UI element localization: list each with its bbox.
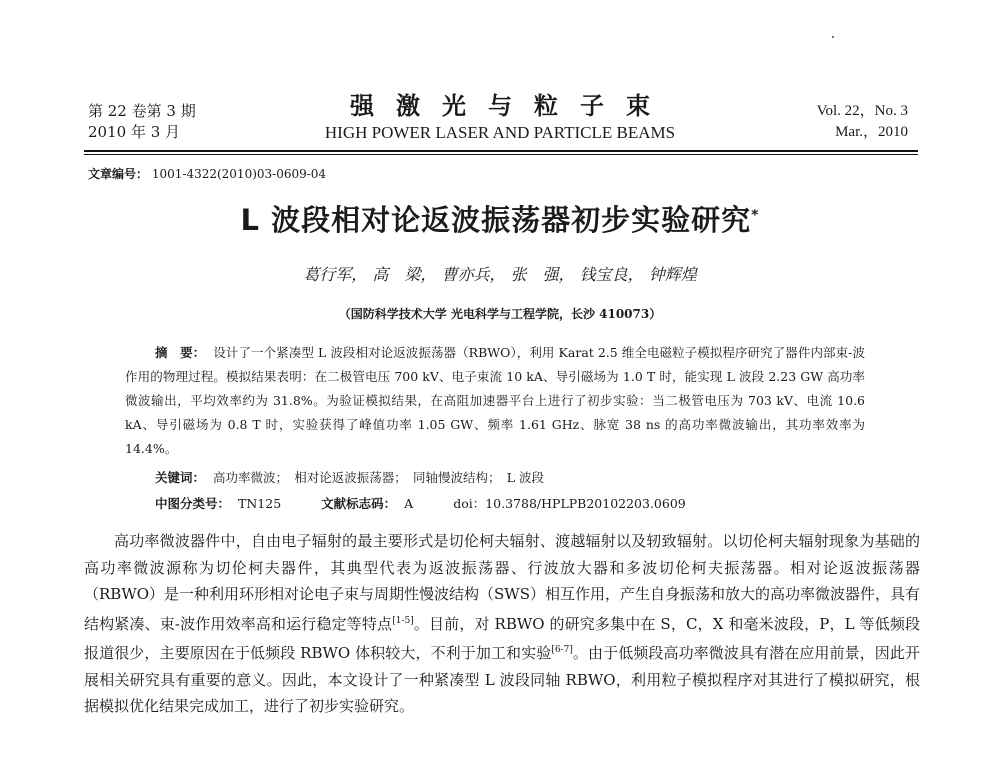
classification: [155, 494, 686, 512]
abstract: [125, 341, 865, 461]
doc-code-value: A: [404, 496, 414, 511]
article-number-label: 文章编号：: [88, 167, 149, 181]
article-number-value: 1001-4322(2010)03-0609-04: [151, 167, 327, 181]
author-list: 葛行军， 高 梁， 曹亦兵， 张 强， 钱宝良， 钟辉煌: [303, 265, 697, 284]
title-footnote-mark: *: [751, 207, 760, 224]
date-cn: 2010 年 3 月: [88, 123, 181, 141]
intro-text-part3: 。由于低频段高功率微波具有潜在应用前景，因此开展相关研究具有重要的意义。因此，本文设计了一种紧凑型 L 波段同轴 RBWO，利用粒子模拟程序对其进行了模拟研究，根据模拟优化结果完成加工，进行了初步实验研究。: [84, 644, 920, 715]
citation-ref-1: [1-5]: [392, 615, 414, 626]
volume-en: Vol. 22，No. 3: [816, 103, 908, 119]
volume-cn: 第 22 卷第 3 期: [88, 102, 196, 120]
clc-value: TN125: [238, 496, 282, 511]
paper-title-text: L 波段相对论返波振荡器初步实验研究: [240, 203, 752, 237]
abstract-label: 摘 要：: [155, 345, 206, 360]
paper-title: [0, 198, 1000, 239]
article-number: [88, 165, 326, 182]
intro-paragraph: [84, 528, 920, 720]
intro-text-part2: 。目前，对 RBWO 的研究多集中在 S，C，X 和毫米波段，P，L 等低频段报道很少，主要原因在于低频段 RBWO 体积较大，不利于加工和实验: [84, 614, 920, 662]
journal-issue-cn: [88, 101, 196, 143]
journal-name-cn: 强激光与粒子束: [350, 91, 672, 120]
header-rule-thin: [84, 154, 918, 155]
keywords-label: 关键词：: [155, 470, 206, 485]
abstract-text: 设计了一个紧凑型 L 波段相对论返波振荡器（RBWO），利用 Karat 2.5 维全电磁粒子模拟程序研究了器件内部束-波作用的物理过程。模拟结果表明：在二极管电压 700 kV、电子束流 10 kA、导引磁场为 1.0 T 时，能实现 L 波段 2.23 GW 高功率微波输出，平均效率约为 31.8%。为验证模拟结果，在高阻加速器平台上进行了初步实验：当二极管电压为 703 kV、电流 10.6 kA、导引磁场为 0.8 T 时，实验获得了峰值功率 1.05 GW、频率 1.61 GHz、脉宽 38 ns 的高功率微波输出，其功率效率为 14.4%。: [125, 345, 865, 456]
keywords: [155, 468, 544, 486]
date-en: Mar.，2010: [835, 124, 908, 140]
header-rule-thick: [84, 150, 918, 152]
keywords-text: 高功率微波； 相对论返波振荡器； 同轴慢波结构； L 波段: [213, 470, 545, 485]
doi: doi：10.3788/HPLPB20102203.0609: [453, 496, 686, 511]
doc-code-label: 文献标志码：: [321, 496, 397, 511]
affiliation: （国防科学技术大学 光电科学与工程学院，长沙 410073）: [338, 307, 662, 321]
journal-name-en: HIGH POWER LASER AND PARTICLE BEAMS: [324, 123, 676, 142]
journal-issue-en: [817, 101, 908, 143]
intro-text-part1: 高功率微波器件中，自由电子辐射的最主要形式是切伦柯夫辐射、渡越辐射以及轫致辐射。以切伦柯夫辐射现象为基础的高功率微波源称为切伦柯夫器件，其典型代表为返波振荡器、行波放大器和多波切伦柯夫振荡器。相对论返波振荡器（RBWO）是一种利用环形相对论电子束与周期性慢波结构（SWS）相互作用，产生自身振荡和放大的高功率微波器件，具有结构紧凑、束-波作用效率高和运行稳定等特点: [84, 532, 921, 633]
journal-name: [250, 92, 750, 144]
citation-ref-2: [6-7]: [551, 645, 573, 655]
scan-speck: [832, 36, 834, 38]
clc-label: 中图分类号：: [155, 496, 231, 511]
